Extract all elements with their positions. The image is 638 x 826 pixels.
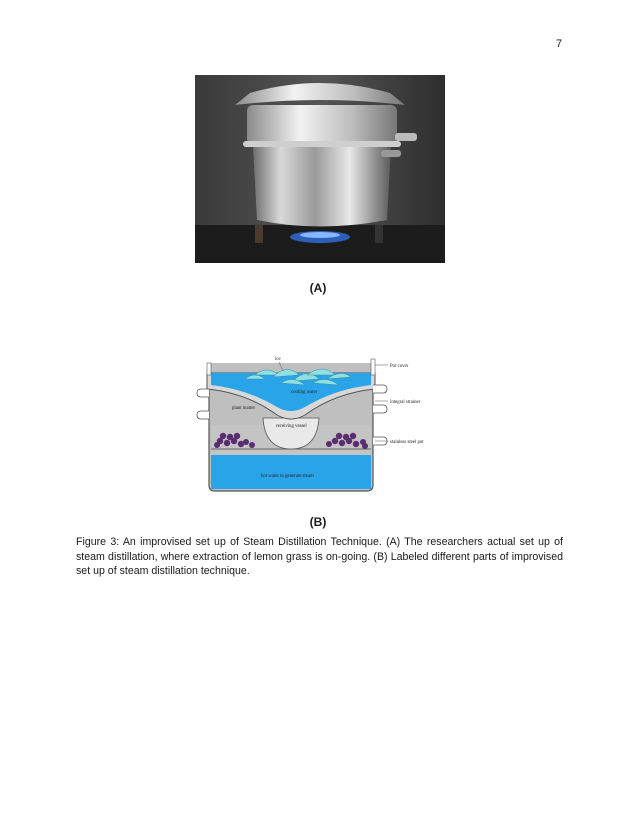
- left-handle-lower: [197, 411, 209, 419]
- right-handle: [373, 385, 387, 393]
- label-integral-strainer: integral strainer: [390, 400, 421, 405]
- steamer-pot-photo: [195, 75, 445, 263]
- page-number: 7: [556, 38, 563, 50]
- panel-a-label: (A): [309, 281, 327, 295]
- panel-b-label: (B): [309, 515, 327, 529]
- left-handle: [197, 389, 209, 397]
- label-hot-water: hot water to generate steam: [261, 474, 314, 479]
- right-handle-lower: [373, 405, 387, 413]
- figure-caption: Figure 3: An improvised set up of Steam Distillation Technique. (A) The researchers actual set up of steam distillation, where extraction of lemon grass is on-going. (B) Labeled different parts of improvised set up of steam distillation technique.: [76, 536, 563, 578]
- distillation-diagram: [195, 345, 445, 497]
- label-receiving-vessel: receiving vessel: [276, 424, 307, 429]
- label-plant-matter: plant matter: [232, 406, 256, 411]
- hot-water: [211, 455, 371, 489]
- label-ice: ice: [275, 357, 281, 362]
- label-stainless-steel-pot: stainless steel pot: [390, 440, 424, 445]
- label-cooling-water: cooling water: [291, 390, 318, 395]
- setup-photograph: [195, 75, 445, 263]
- label-pot-cover: Pot cover: [390, 364, 409, 369]
